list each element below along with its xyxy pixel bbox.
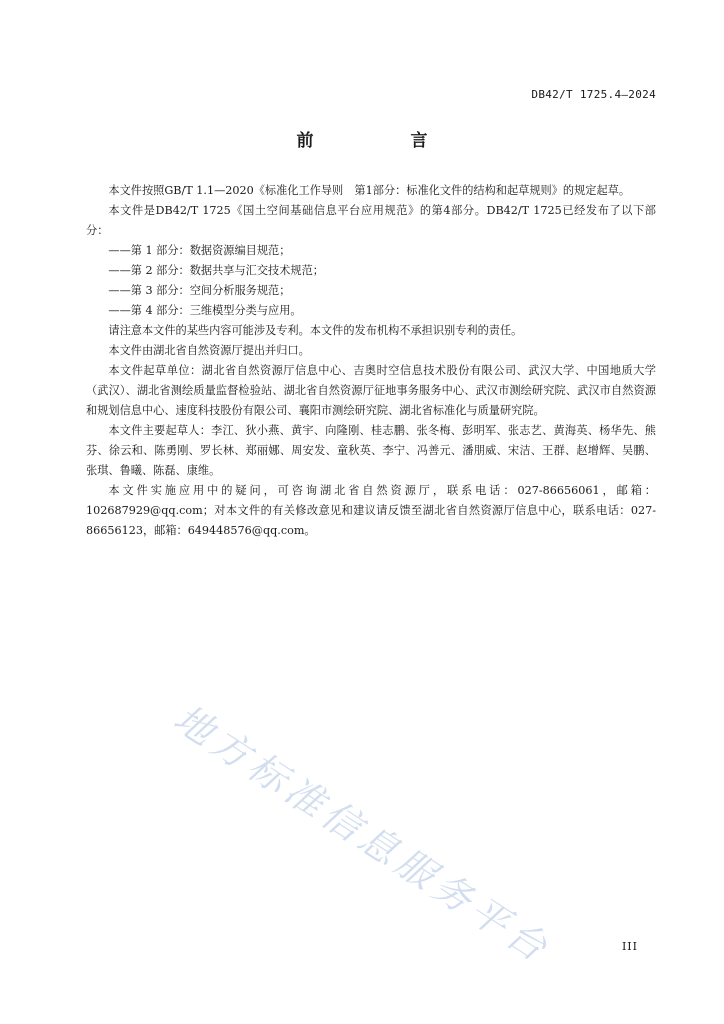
page-number: III: [621, 940, 638, 953]
paragraph-drafters: 本文件主要起草人：李江、狄小燕、黄宇、向隆刚、桂志鹏、张冬梅、彭明军、张志艺、黄海英、杨华先、熊芬、徐云和、陈勇刚、罗长林、郑丽娜、周安发、童秋英、李宁、冯善元、潘朋威、宋洁、王群、赵增辉、吴鹏、张琪、鲁曦、陈磊、康维。: [86, 424, 656, 477]
foreword-body: [86, 181, 656, 541]
list-item: ——第 2 部分：数据共享与汇交技术规范；: [108, 264, 324, 277]
paragraph-patent-notice: 请注意本文件的某些内容可能涉及专利。本文件的发布机构不承担识别专利的责任。: [108, 324, 523, 337]
list-item: ——第 3 部分：空间分析服务规范；: [108, 284, 291, 297]
paragraph-proposer: 本文件由湖北省自然资源厅提出并归口。: [108, 344, 310, 357]
paragraph-drafting-units: 本文件起草单位：湖北省自然资源厅信息中心、吉奥时空信息技术股份有限公司、武汉大学、中国地质大学（武汉）、湖北省测绘质量监督检验站、湖北省自然资源厅征地事务服务中心、武汉市测绘研究院、武汉市自然资源和规划信息中心、速度科技股份有限公司、襄阳市测绘研究院、湖北省标准化与质量研究院。: [86, 364, 656, 417]
watermark: 地方标准信息服务平台: [166, 695, 560, 973]
page-title: 前 言: [296, 131, 468, 151]
document-code: DB42/T 1725.4—2024: [531, 88, 656, 101]
list-item: ——第 1 部分：数据资源编目规范；: [108, 244, 291, 257]
paragraph-contact: 本文件实施应用中的疑问，可咨询湖北省自然资源厅，联系电话：027-86656061，邮箱：102687929@qq.com；对本文件的有关修改意见和建议请反馈至湖北省自然资源厅信息中心，联系电话：027-86656123，邮箱：649448576@qq.com。: [86, 484, 656, 537]
list-item: ——第 4 部分：三维模型分类与应用。: [108, 304, 302, 317]
paragraph-drafting-rules: 本文件按照GB/T 1.1—2020《标准化工作导则 第1部分：标准化文件的结构和起草规则》的规定起草。: [108, 184, 631, 197]
paragraph-series-intro: 本文件是DB42/T 1725《国土空间基础信息平台应用规范》的第4部分。DB42/T 1725已经发布了以下部分：: [86, 204, 656, 237]
